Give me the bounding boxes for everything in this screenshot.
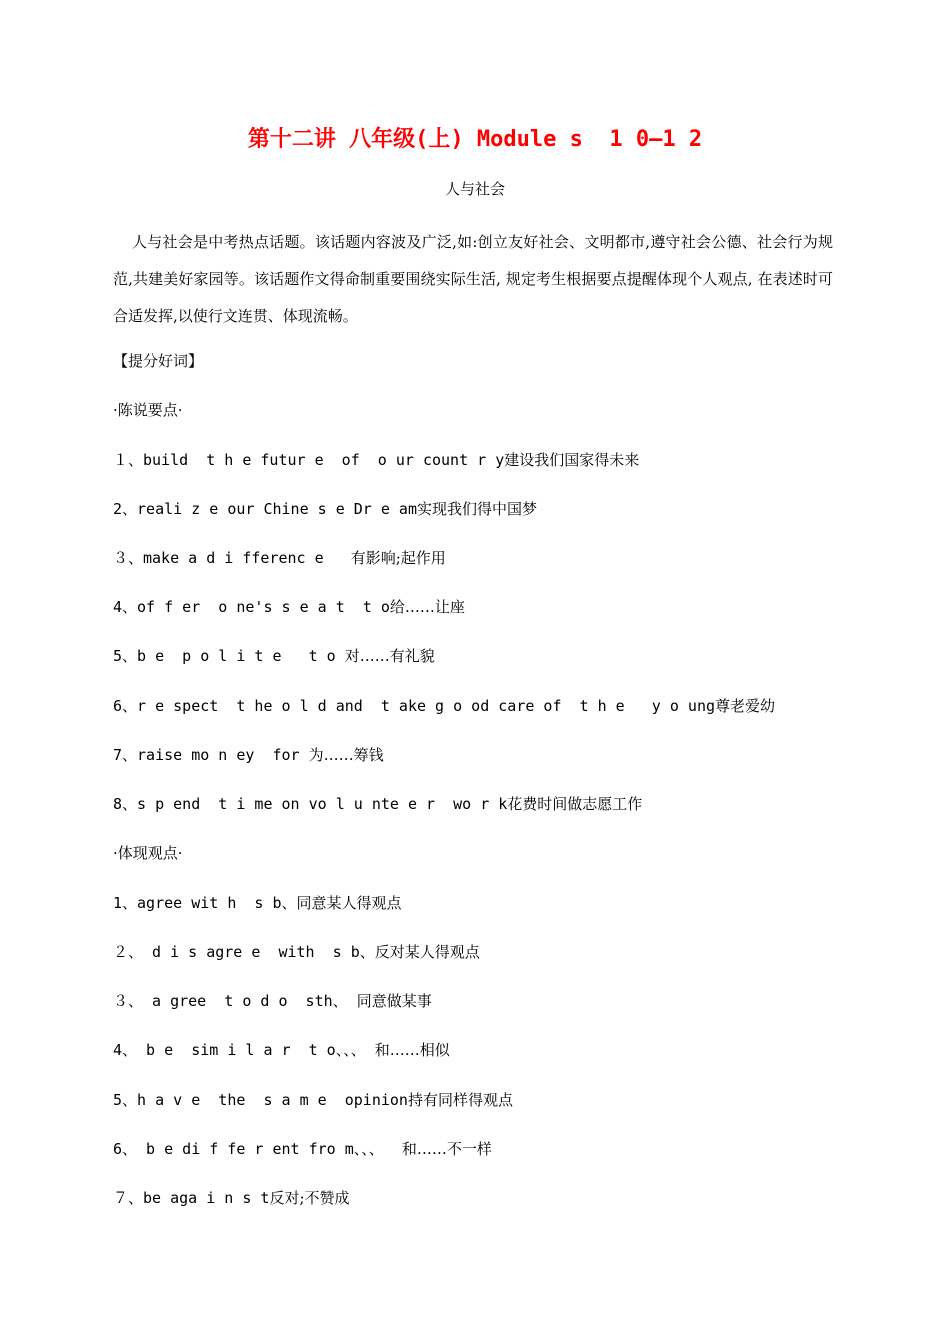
phrase-english: 2、reali z e our Chine s e Dr e am [113,500,417,518]
phrase-chinese: 反对;不赞成 [269,1189,350,1207]
phrase-chinese: 实现我们得中国梦 [417,500,538,518]
phrase-item [113,942,480,962]
phrase-english: ３、make a d i fferenc e [113,549,351,567]
phrase-english: 1、agree wit h s b、 [113,894,297,912]
phrase-item [113,597,465,617]
phrase-item [113,548,446,568]
phrase-chinese: 同意某人得观点 [296,894,402,912]
phrase-chinese: 对……有礼貌 [344,647,435,665]
page-title: 第十二讲 八年级(上) Module s 1 0—1 2 [247,127,703,152]
phrase-english: 8、s p end t i me on vo l u nte e r wo r k [113,795,508,813]
phrase-item [113,450,639,470]
phrase-chinese: 和……不一样 [401,1140,492,1158]
phrase-chinese: 给……让座 [389,598,465,616]
phrase-chinese: 尊老爱幼 [715,697,776,715]
phrase-english: 5、b e p o l i t e t o [113,647,345,665]
phrase-chinese: 反对某人得观点 [374,943,480,961]
phrase-item [113,794,642,814]
phrase-item [113,893,402,913]
phrase-chinese: 有影响;起作用 [350,549,446,567]
phrase-chinese: 花费时间做志愿工作 [507,795,643,813]
phrase-english: １、build t h e futur e of o ur count r y [113,451,505,469]
phrase-chinese: 为……筹钱 [308,746,384,764]
phrase-item [113,696,775,716]
phrase-english: 6、r e spect t he o l d and t ake g o od care of t h e y o ung [113,697,715,715]
phrase-english: ２、 d i s agre e with s b、 [113,943,375,961]
section-heading: 【提分好词】 [113,352,204,370]
phrase-chinese: 同意做某事 [356,992,432,1010]
phrase-item [113,1040,450,1060]
group-heading-key-points: ·陈说要点· [113,401,183,419]
phrase-item [113,745,384,765]
phrase-english: ３、 a gree t o d o sth、 [113,992,357,1010]
intro-paragraph: 人与社会是中考热点话题。该话题内容波及广泛,如:创立友好社会、文明都市,遵守社会公德、社会行为规范,共建美好家园等。该话题作文得命制重要围绕实际生活, 规定考生根据要点提醒体现个人观点, 在表述时可合适发挥,以使行文连贯、体现流畅。 [113,233,833,325]
page-subtitle: 人与社会 [444,180,505,198]
group-heading-opinions: ·体现观点· [113,844,183,862]
phrase-english: 7、raise mo n ey for [113,746,309,764]
phrase-item [113,991,432,1011]
phrase-chinese: 建设我们国家得未来 [504,451,640,469]
phrase-english: 4、of f er o ne's s e a t t o [113,598,390,616]
phrase-chinese: 持有同样得观点 [407,1091,513,1109]
phrase-item [113,1188,350,1208]
phrase-item [113,1090,513,1110]
phrase-english: 5、h a v e the s a m e opinion [113,1091,408,1109]
phrase-english: ７、be aga i n s t [113,1189,270,1207]
phrase-item [113,499,537,519]
phrase-item [113,1139,492,1159]
phrase-chinese: 和……相似 [374,1041,450,1059]
phrase-english: 4、 b e sim i l a r t o、、、 [113,1041,375,1059]
phrase-item [113,646,435,666]
phrase-english: 6、 b e di f fe r ent fro m、、、 [113,1140,402,1158]
